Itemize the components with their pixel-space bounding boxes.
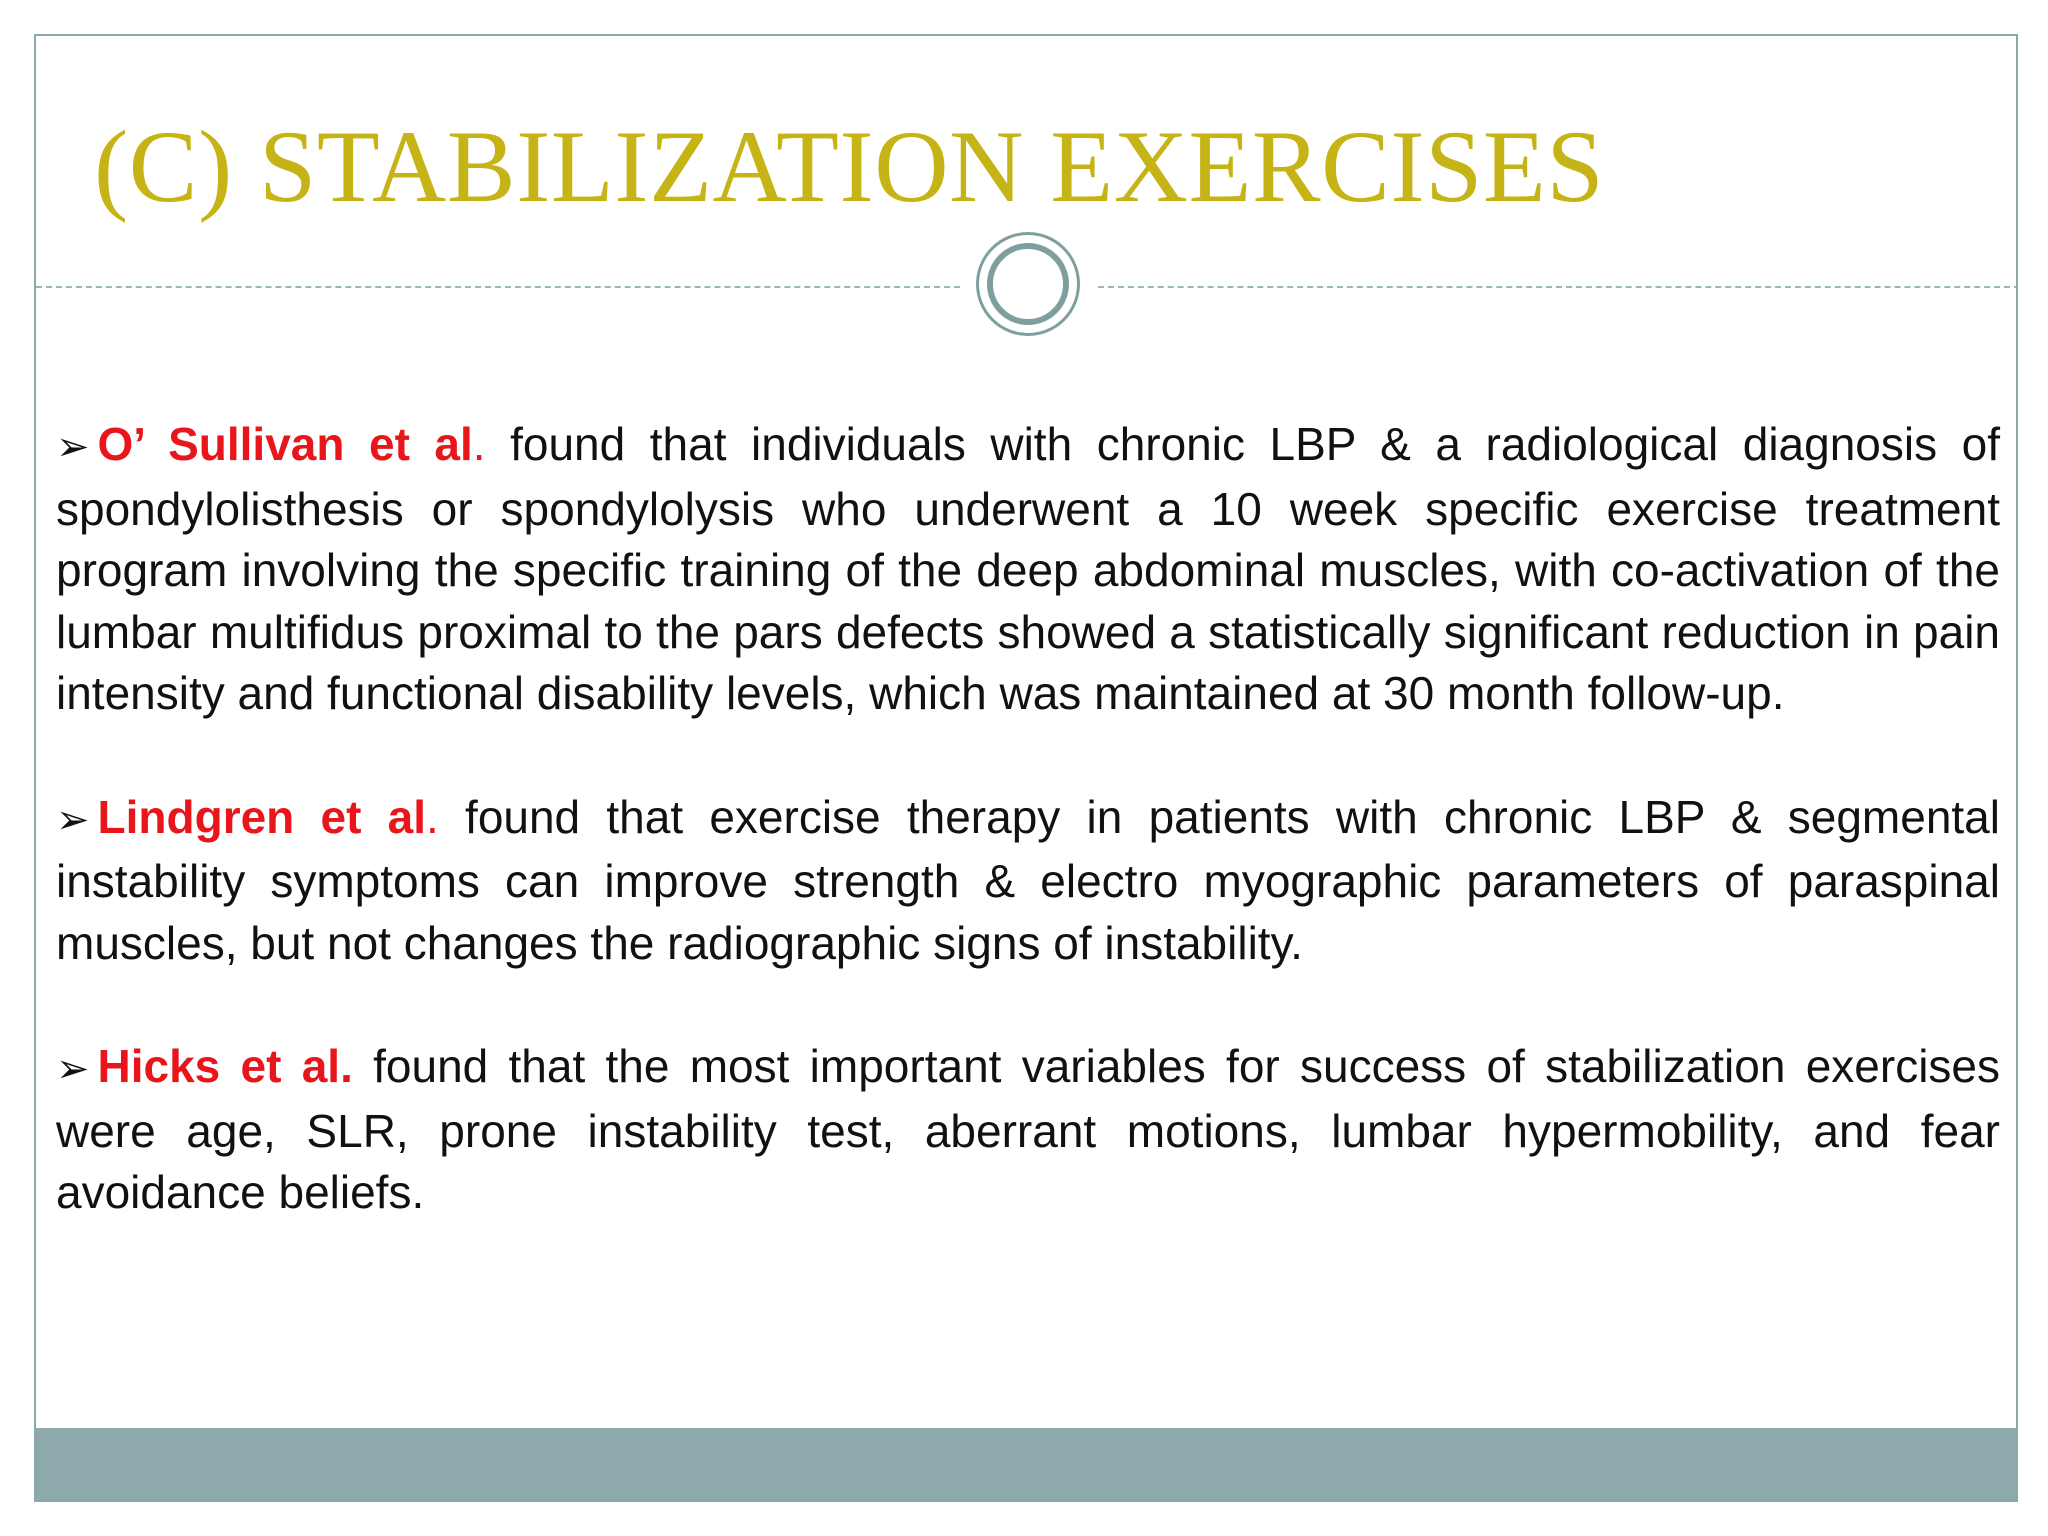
slide-title: (C) STABILIZATION EXERCISES — [94, 110, 1605, 224]
slide — [34, 34, 2018, 1502]
author-dot: . — [472, 418, 486, 470]
paragraph-text: found that the most important variables for success of stabilization exercises were age, SLR, prone instability test, aberrant motions, lumbar hypermobility, and fear avoidance beliefs. — [56, 1040, 2000, 1218]
divider-circle-icon — [976, 232, 1080, 336]
arrowhead-bullet-icon: ➢ — [56, 425, 90, 469]
author-lindgren: Lindgren et al — [97, 790, 427, 843]
paragraph-text: found that individuals with chronic LBP & a radiological diagnosis of spondylolisthesis or spondylolysis who underwent a 10 week specific exercise treatment program involving the specific training of the deep abdominal muscles, with co-activation of the lumbar multifidus proximal to the pars defects showed a statistically significant reduction in pain intensity and functional disability levels, which was maintained at 30 month follow-up. — [56, 418, 2000, 719]
paragraph-text: found that exercise therapy in patients with chronic LBP & segmental instability symptoms can improve strength & electro myographic parameters of paraspinal muscles, but not changes the radiographic signs of instability. — [56, 790, 2000, 969]
author-hicks: Hicks et al. — [97, 1040, 353, 1092]
slide-content — [56, 414, 2000, 1286]
arrowhead-bullet-icon: ➢ — [56, 1047, 90, 1091]
title-divider-right — [1098, 286, 2018, 288]
title-divider-left — [36, 286, 960, 288]
paragraph-hicks — [56, 1036, 2000, 1224]
author-osullivan: O’ Sullivan et al — [97, 418, 473, 470]
paragraph-lindgren — [56, 787, 2000, 975]
footer-bar — [36, 1428, 2016, 1500]
paragraph-osullivan — [56, 414, 2000, 725]
divider-circle-inner — [987, 243, 1069, 325]
arrowhead-bullet-icon: ➢ — [56, 797, 90, 842]
author-dot: . — [426, 790, 439, 843]
